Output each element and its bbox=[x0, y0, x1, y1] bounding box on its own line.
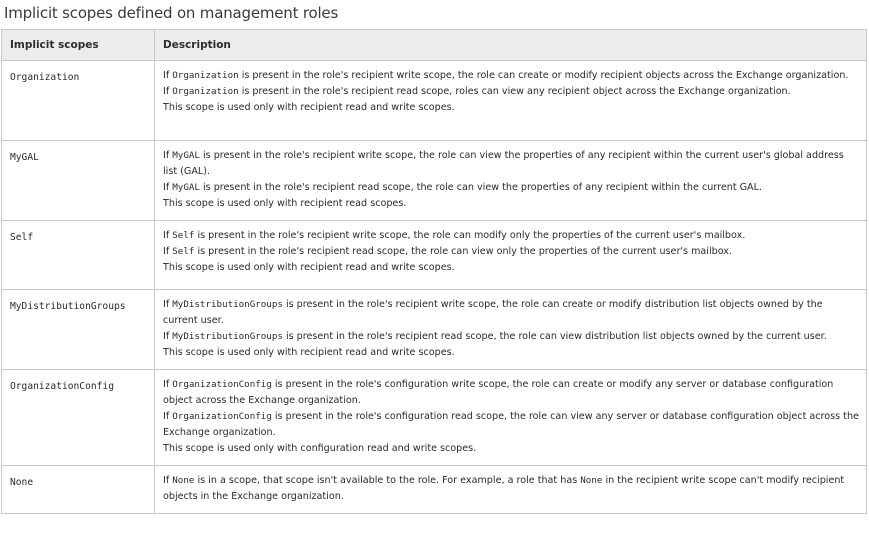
description-line bbox=[163, 244, 860, 260]
inline-code: MyGAL bbox=[172, 150, 200, 161]
inline-code: None bbox=[580, 475, 603, 486]
description-text: This scope is used only with recipient read and write scopes. bbox=[163, 102, 455, 113]
description-text: is present in the role's recipient read scope, roles can view any recipient object across the Exchange organization. bbox=[238, 86, 791, 97]
inline-code: MyGAL bbox=[172, 182, 200, 193]
description-text: is present in the role's configuration read scope, the role can view any server or database configuration object across the Exchange organization. bbox=[163, 411, 859, 438]
scope-name: Organization bbox=[2, 61, 155, 141]
table-row bbox=[2, 466, 867, 514]
scope-description bbox=[155, 290, 867, 370]
description-text: This scope is used only with recipient read and write scopes. bbox=[163, 347, 455, 358]
scope-name: None bbox=[2, 466, 155, 514]
description-line bbox=[163, 68, 860, 84]
description-line bbox=[163, 100, 860, 116]
header-implicit-scopes: Implicit scopes bbox=[2, 30, 155, 61]
header-description: Description bbox=[155, 30, 867, 61]
description-text: is present in the role's recipient write scope, the role can create or modify recipient objects across the Exchange organization. bbox=[238, 70, 849, 81]
description-line bbox=[163, 377, 860, 409]
description-text: If bbox=[163, 150, 173, 161]
description-text: If bbox=[163, 230, 173, 241]
description-line bbox=[163, 148, 860, 180]
table-row bbox=[2, 290, 867, 370]
table-header-row bbox=[2, 30, 867, 61]
description-line bbox=[163, 260, 860, 276]
description-line bbox=[163, 180, 860, 196]
inline-code: MyDistributionGroups bbox=[172, 331, 283, 342]
description-line bbox=[163, 473, 860, 505]
description-text: If bbox=[163, 411, 173, 422]
description-text: is present in the role's recipient read scope, the role can view only the properties of the current user's mailbox. bbox=[194, 246, 733, 257]
page-title: Implicit scopes defined on management roles bbox=[4, 4, 339, 22]
scope-description bbox=[155, 141, 867, 221]
scope-name: MyGAL bbox=[2, 141, 155, 221]
description-text: This scope is used only with recipient read and write scopes. bbox=[163, 262, 455, 273]
scope-name: OrganizationConfig bbox=[2, 370, 155, 466]
description-line bbox=[163, 196, 860, 212]
description-text: is in a scope, that scope isn't available to the role. For example, a role that has bbox=[194, 475, 581, 486]
inline-code: Organization bbox=[172, 86, 239, 97]
description-text: is present in the role's configuration write scope, the role can create or modify any server or database configuration object across the Exchange organization. bbox=[163, 379, 834, 406]
table-row bbox=[2, 61, 867, 141]
scope-description bbox=[155, 221, 867, 290]
description-text: is present in the role's recipient read scope, the role can view distribution list objects owned by the current user. bbox=[282, 331, 827, 342]
description-text: If bbox=[163, 331, 173, 342]
inline-code: Self bbox=[172, 230, 195, 241]
description-text: If bbox=[163, 299, 173, 310]
table-row bbox=[2, 370, 867, 466]
scope-description bbox=[155, 370, 867, 466]
description-text: is present in the role's recipient write scope, the role can create or modify distribution list objects owned by the current user. bbox=[163, 299, 823, 326]
description-text: This scope is used only with recipient read scopes. bbox=[163, 198, 407, 209]
description-line bbox=[163, 228, 860, 244]
inline-code: Organization bbox=[172, 70, 239, 81]
description-line bbox=[163, 297, 860, 329]
scope-name: MyDistributionGroups bbox=[2, 290, 155, 370]
description-text: is present in the role's recipient write scope, the role can view the properties of any recipient within the current user's global address list (GAL). bbox=[163, 150, 844, 177]
description-line bbox=[163, 441, 860, 457]
description-line bbox=[163, 329, 860, 345]
description-text: in the recipient write scope can't modify recipient objects in the Exchange organization. bbox=[163, 475, 845, 502]
description-text: If bbox=[163, 379, 173, 390]
table-body bbox=[2, 61, 867, 514]
description-line bbox=[163, 345, 860, 361]
table-row bbox=[2, 141, 867, 221]
inline-code: MyDistributionGroups bbox=[172, 299, 283, 310]
description-text: If bbox=[163, 475, 173, 486]
inline-code: None bbox=[172, 475, 195, 486]
description-text: This scope is used only with configuration read and write scopes. bbox=[163, 443, 477, 454]
inline-code: OrganizationConfig bbox=[172, 379, 272, 390]
description-text: If bbox=[163, 86, 173, 97]
inline-code: Self bbox=[172, 246, 195, 257]
description-line bbox=[163, 84, 860, 100]
inline-code: OrganizationConfig bbox=[172, 411, 272, 422]
scope-name: Self bbox=[2, 221, 155, 290]
description-text: If bbox=[163, 70, 173, 81]
scope-description bbox=[155, 466, 867, 514]
description-text: If bbox=[163, 246, 173, 257]
description-text: If bbox=[163, 182, 173, 193]
table-row bbox=[2, 221, 867, 290]
description-text: is present in the role's recipient read scope, the role can view the properties of any recipient within the current GAL. bbox=[199, 182, 763, 193]
description-line bbox=[163, 409, 860, 441]
description-text: is present in the role's recipient write scope, the role can modify only the properties of the current user's mailbox. bbox=[194, 230, 746, 241]
scope-description bbox=[155, 61, 867, 141]
implicit-scopes-table bbox=[1, 29, 867, 514]
